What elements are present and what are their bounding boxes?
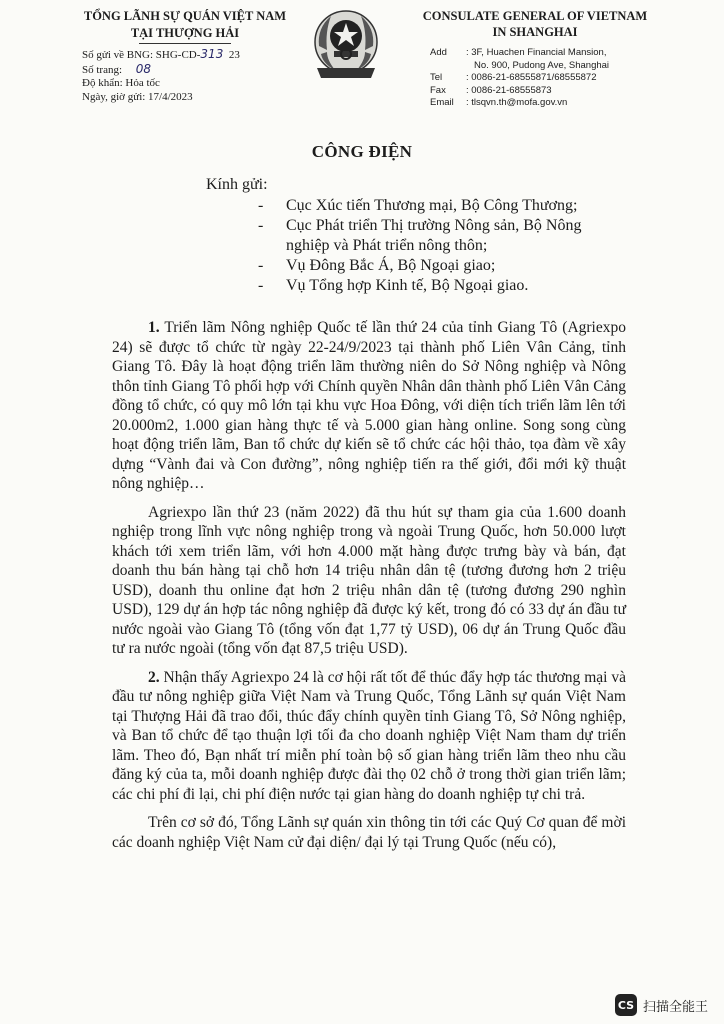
urgency: Độ khẩn: Hỏa tốc (82, 77, 160, 89)
camscanner-logo-icon: CS (615, 994, 637, 1016)
page-count: Số trang: 08 (82, 61, 152, 76)
consulate-contact (430, 47, 609, 110)
list-item: - Vụ Tổng hợp Kinh tế, Bộ Ngoại giao. (258, 277, 529, 294)
sender-name-line2: TẠI THƯỢNG HẢI (130, 26, 240, 40)
list-item: - Cục Xúc tiến Thương mại, Bộ Công Thương; (258, 197, 578, 214)
scanner-label: 扫描全能王 (642, 999, 708, 1015)
contact-row: Fax : 0086-21-68555873 (430, 84, 552, 96)
scanner-watermark (615, 994, 708, 1016)
sender-name-line1: TỔNG LÃNH SỰ QUÁN VIỆT NAM (83, 9, 287, 23)
recipient-list (258, 196, 586, 296)
send-date: Ngày, giờ gửi: 17/4/2023 (82, 90, 193, 103)
kinh-gui-label: Kính gửi: (206, 176, 268, 193)
document-title: CÔNG ĐIỆN (311, 142, 413, 161)
contact-row: Email : tlsqvn.th@mofa.gov.vn (430, 97, 568, 108)
consulate-name-line1: CONSULATE GENERAL OF VIETNAM (422, 9, 648, 23)
document-body (112, 318, 626, 861)
list-item: - Vụ Đông Bắc Á, Bộ Ngoại giao; (258, 257, 496, 274)
dispatch-number: Số gửi về BNG: SHG-CD-313 23 (82, 47, 240, 61)
paragraph: Agriexpo lần thứ 23 (năm 2022) đã thu hút sự tham gia của 1.600 doanh nghiệp trong lĩnh vực nông nghiệp trong và ngoài Trung Quốc, hơn 50.000 lượt khách tới xem triển lãm, với hơn 4.000 mặt hàng được trưng bày và bán, đạt doanh thu bán hàng tại chỗ hơn 14 triệu nhân dân tệ (tương đương hơn 2 triệu USD), doanh thu online đạt hơn 2 triệu nhân dân tệ (tương đương 290 nghìn USD), 129 dự án hợp tác nông nghiệp đã được ký kết, trong đó có 33 dự án đầu tư nước ngoài vào Giang Tô (tổng vốn đạt 1,77 tỷ USD), 06 dự án Trung Quốc đầu tư ra nước ngoài (tổng vốn đạt 87,5 triệu USD). (112, 503, 626, 657)
contact-row: Tel : 0086-21-68555871/68555872 (430, 72, 597, 83)
paragraph: Trên cơ sở đó, Tổng Lãnh sự quán xin thông tin tới các Quý Cơ quan để mời các doanh nghiệp Việt Nam cử đại diện/ đại lý tại Trung Quốc (nếu có), (112, 814, 626, 851)
handwritten-page-count: 08 (135, 61, 152, 76)
list-item: - Cục Phát triển Thị trường Nông sản, Bộ Nông nghiệp và Phát triển nông thôn; (258, 217, 582, 254)
sender-heading (80, 8, 290, 42)
contact-row: Add : 3F, Huachen Financial Mansion, (430, 47, 607, 58)
consulate-name-line2: IN SHANGHAI (492, 25, 578, 39)
vietnam-national-emblem-icon (309, 6, 383, 84)
consulate-heading (420, 8, 650, 40)
dispatch-metadata (82, 48, 240, 104)
contact-row: No. 900, Pudong Ave, Shanghai (474, 59, 610, 71)
paragraph: 1. Triển lãm Nông nghiệp Quốc tế lần thứ 24 của tỉnh Giang Tô (Agriexpo 24) sẽ được tổ chức từ ngày 22-24/9/2023 tại thành phố Liên Vân Cảng, tỉnh Giang Tô. Đây là hoạt động triển lãm thường niên do Sở Nông nghiệp và Nông thôn tỉnh Giang Tô phối hợp với Chính quyền Nhân dân thành phố Liên Vân Cảng đồng tổ chức, có quy mô lớn tại khu vực Hoa Đông, với diện tích triển lãm lên tới 20.000m2, 1.000 gian hàng thực tế và 5.000 gian hàng online. Song song cùng hoạt động triển lãm, Ban tổ chức dự kiến sẽ tổ chức các hội thảo, tọa đàm về xây dựng “Vành đai và Con đường”, nông nghiệp tiến ra thế giới, đổi mới kỹ thuật nông nghiệp… (112, 319, 626, 492)
paragraph: 2. Nhận thấy Agriexpo 24 là cơ hội rất tốt để thúc đẩy hợp tác thương mại và đầu tư nông nghiệp giữa Việt Nam và Trung Quốc, Tổng Lãnh sự quán Việt Nam tại Thượng Hải đã trao đổi, thúc đẩy chính quyền tỉnh Giang Tô, Sở Nông nghiệp, và Ban tổ chức để tạo thuận lợi tối đa cho doanh nghiệp Việt Nam tham dự triển lãm. Theo đó, Bạn nhất trí miễn phí toàn bộ số gian hàng triển lãm theo nhu cầu đăng ký của ta, mỗi doanh nghiệp được đài thọ 02 chỗ ở trong thời gian triển lãm; các chi phí đi lại, chi phí điện nước tại gian hàng do doanh nghiệp tự chi trả. (112, 668, 626, 803)
handwritten-number: 313 (200, 47, 224, 61)
